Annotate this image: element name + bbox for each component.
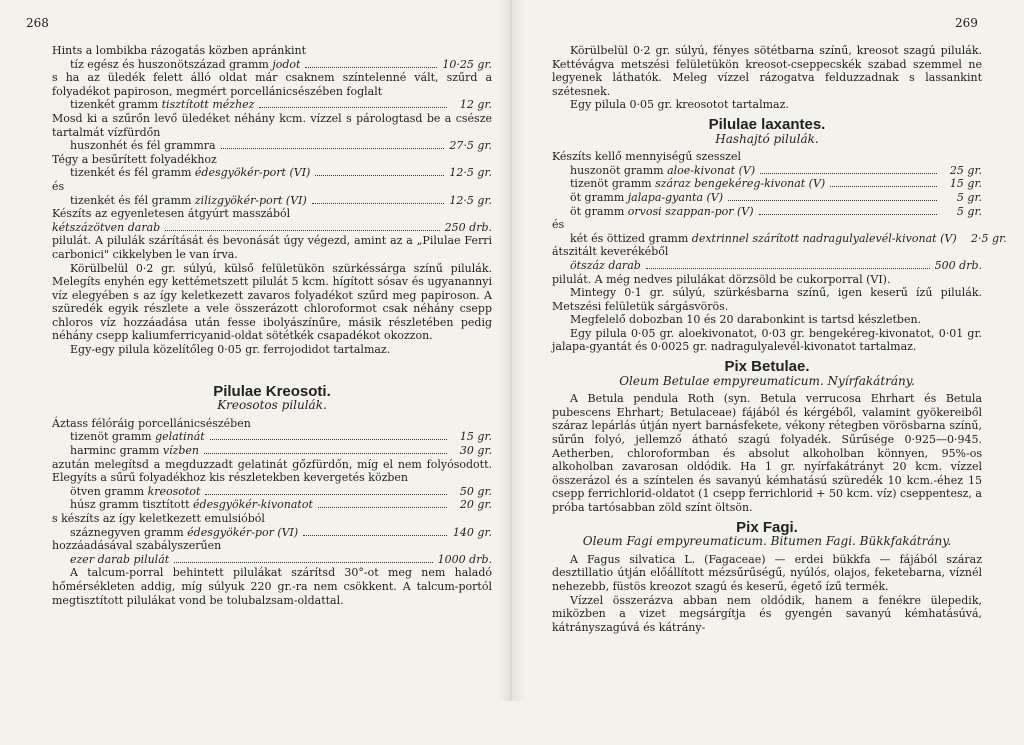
- ingredient-text: tizenkét és fél gramm: [70, 166, 192, 180]
- paragraph: Vízzel összerázva abban nem oldódik, hanem a fenékre ülepedik, miközben a vizet megsárgítja és gyengén savanyú kémhatásúvá, kátrányszagúvá és kátrány-: [552, 593, 982, 634]
- ingredient-qty: 50 gr.: [459, 484, 492, 498]
- paragraph: Egy pilula 0·05 gr. aloekivonatot, 0·03 gr. bengekéreg-kivonatot, 0·01 gr. jalapa-gyantát és 0·0025 gr. nadragulyalevél-kivonatot tartalmaz.: [552, 326, 982, 354]
- ingredient-text: tizenöt gramm: [70, 430, 152, 444]
- paragraph: A Fagus silvatica L. (Fagaceae) — erdei bükkfa — fájából száraz desztillatio útján előállított mézsűrűségű, nyúlós, olajos, feketebarna, víznél nehezebb, füstös kreozot szagú és keserű, égető ízű termék.: [552, 552, 982, 593]
- intro-line: Hints a lombikba rázogatás közben apránkint: [52, 44, 307, 57]
- ingredient-qty: 12·5 gr.: [449, 166, 492, 180]
- paragraph: Áztass félóráig porcellánicsészében: [52, 416, 251, 430]
- ingredient-name: jodot: [272, 57, 301, 71]
- ingredient-qty: 20 gr.: [459, 498, 492, 512]
- paragraph: Mosd ki a szűrőn levő üledéket néhány kcm. vízzel s párologtasd be a csésze tartalmát vízfürdőn: [52, 111, 492, 139]
- ingredient-name: jalapa-gyanta (V): [627, 190, 724, 204]
- page-number-left: 268: [26, 16, 49, 30]
- ingredient-text: száznegyven gramm: [70, 525, 184, 539]
- page-number-right: 269: [955, 16, 978, 30]
- section-heading: Pilulae laxantes.: [708, 115, 826, 133]
- ingredient-name: dextrinnel szárított nadragulyalevél-kivonat (V): [691, 231, 957, 245]
- ingredient-text: két és öttized gramm: [570, 231, 689, 245]
- ingredient-gelatin: [52, 430, 492, 444]
- ingredient-qty: 25 gr.: [949, 163, 982, 177]
- ingredient-text: huszonhét és fél grammra: [70, 139, 216, 153]
- pill-count: [552, 259, 982, 273]
- pill-count-qty: 250 drb.: [444, 220, 492, 234]
- right-page: [552, 44, 1007, 745]
- section-subheading: Kreosotos pilulák.: [217, 398, 327, 413]
- pill-count-text: kétszázötven darab: [52, 220, 161, 234]
- section-subheading: Oleum Fagi empyreumaticum. Bitumen Fagi. Bükkfakátrány.: [582, 534, 952, 549]
- ingredient-text: ötven gramm: [70, 484, 145, 498]
- ingredient-name: orvosi szappan-por (V): [627, 204, 754, 218]
- paragraph: pilulát. A pilulák szárítását és bevonását úgy végezd, amint az a „Pilulae Ferri carbonici" cikkelyben le van írva.: [52, 234, 492, 261]
- pill-count-qty: 500 drb.: [934, 258, 982, 272]
- ingredient-name: tisztított mézhez: [161, 98, 255, 112]
- ingredient-name: aloe-kivonat (V): [667, 163, 756, 177]
- paragraph: hozzáadásával szabályszerűen: [52, 539, 222, 553]
- ingredient-aloe: [552, 164, 982, 178]
- section-heading: Pilulae Kreosoti.: [213, 382, 331, 400]
- paragraph: A Betula pendula Roth (syn. Betula verrucosa Ehrhart és Betula pubescens Ehrhart; Betulaceae) fájából és kérgéből, valamint gyökereiből száraz lepárlás útján nyert barnásfekete, vékony rétegben vörösbarna színű, sűrűn folyó, jellemző átható szagú folyadék. Sűrűsége 0·925—0·945. Aetherben, chloroformban és absolut alkoholban könnyen, 95%-os alkoholban zavarosan oldódik. Ha 1 gr. nyírfakátrányt 20 kcm. vízzel összerázol és a színtelen és savanyú kémhatású szüredék 10 kcm.-éhez 15 csepp ferrichlorid-oldatot (1 csepp ferrichlorid + 50 kcm. víz) cseppentesz, a próba tartósabban zöld színt öltsön.: [552, 392, 982, 514]
- ingredient-name: kreosotot: [147, 484, 201, 498]
- paragraph: Készíts az egyenletesen átgyúrt masszából: [52, 207, 291, 221]
- ingredient-qty: 5 gr.: [956, 190, 982, 204]
- ingredient-name: zilizgyökér-port (VI): [194, 193, 307, 207]
- paragraph: Mintegy 0·1 gr. súlyú, szürkésbarna színű, igen keserű ízű pilulák. Metszési felületük sárgásvörös.: [552, 286, 982, 313]
- pill-count: [52, 221, 492, 235]
- paragraph: átszitált keverékéből: [552, 245, 669, 259]
- paragraph: A talcum-porral behintett pilulákat szárítsd 30°-ot meg nem haladó hőmérsékleten addig, míg súlyuk 220 gr.-ra nem csökkent. A talcum-portól megtisztított pilulákat vond be tolubalzsam-oldattal.: [52, 566, 492, 607]
- ingredient-name: édesgyökér-port (VI): [194, 166, 311, 180]
- ingredient-qty: 15 gr.: [949, 177, 982, 191]
- ingredient-qty: 30 gr.: [459, 444, 492, 458]
- ingredient-name: vízben: [162, 444, 199, 458]
- section-heading: Pix Fagi.: [736, 518, 798, 536]
- ingredient-mez: [52, 98, 492, 112]
- ingredient-text: tíz egész és huszonötszázad gramm: [70, 57, 269, 71]
- section-subheading: Oleum Betulae empyreumaticum. Nyírfakátrány.: [619, 373, 915, 388]
- section-heading: Pix Betulae.: [724, 358, 810, 376]
- ingredient-name: édesgyökér-kivonatot: [193, 498, 313, 512]
- ingredient-text: öt gramm: [570, 190, 625, 204]
- paragraph: Egy pilula 0·05 gr. kreosotot tartalmaz.: [570, 98, 789, 112]
- ingredient-qty: 27·5 gr.: [449, 139, 492, 153]
- ingredient-dextrin: [552, 231, 1007, 246]
- left-page: [52, 44, 492, 745]
- ingredient-jodot: [52, 58, 492, 72]
- paragraph: Körülbelül 0·2 gr. súlyú, külső felületükön szürkéssárga színű pilulák. Melegíts enyhén egy kettémetszett pilulát 5 kcm. hígított sósav és ugyanannyi víz elegyében s az így keletkezett zavaros folyadékot szűrd meg papiroson. A szüredék egyik részlete a vele összerázott chloroformot csak néhány csepp chloros víz hozzáadása után fesse ibolyászínűre, másik részletében pedig néhány csepp kaliumferricyanid-oldat sötétkék csapadékot okozzon.: [52, 261, 492, 343]
- ingredient-qty: 5 gr.: [956, 204, 982, 218]
- ingredient-edesgyoker-por: [52, 526, 492, 540]
- paragraph: s készíts az így keletkezett emulsióból: [52, 512, 265, 525]
- ingredient-edes: [52, 166, 492, 180]
- ingredient-text: tizenkét és fél gramm: [70, 193, 192, 207]
- paragraph: Egy-egy pilula közelítőleg 0·05 gr. ferrojodidot tartalmaz.: [70, 343, 391, 357]
- paragraph: Körülbelül 0·2 gr. súlyú, fényes sötétbarna színű, kreosot szagú pilulák. Kettévágva metszési felületükön kreosot-cseppecskék szabad szemmel ne legyenek láthatók. Meleg vízzel rázogatva felduzzadnak s lassankint szétesnek.: [552, 44, 982, 98]
- ingredient-text: harminc gramm: [70, 444, 160, 458]
- ingredient-edesgyoker-kivonat: [52, 498, 492, 512]
- ingredient-name: száraz bengekéreg-kivonat (V): [655, 177, 826, 191]
- paragraph: Megfelelő dobozban 10 és 20 darabonkint is tartsd készletben.: [570, 313, 922, 327]
- ingredient-text: öt gramm: [570, 204, 625, 218]
- ingredient-szappan: [552, 205, 982, 219]
- ingredient-zilizgyoker: [52, 194, 492, 208]
- ingredient-jalapa: [552, 191, 982, 205]
- paragraph: azután melegítsd a megduzzadt gelatinát gőzfürdőn, míg el nem folyósodott. Elegyíts a sűrű folyadékhoz kis részletekben kevergetés közben: [52, 457, 492, 485]
- conjunction: és: [52, 179, 65, 193]
- pill-count-text: ezer darab pilulát: [70, 552, 170, 566]
- ingredient-name: gelatinát: [155, 430, 205, 444]
- pill-count-text: ötszáz darab: [570, 258, 641, 272]
- ingredient-qty: 12·5 gr.: [449, 193, 492, 207]
- ingredient-kreosot: [52, 485, 492, 499]
- ingredient-qty: 15 gr.: [459, 430, 492, 444]
- ingredient-text: huszonöt gramm: [570, 163, 664, 177]
- ingredient-huszon: [52, 139, 492, 153]
- ingredient-text: húsz gramm tisztított: [70, 498, 190, 512]
- ingredient-text: tizenkét gramm: [70, 98, 159, 112]
- ingredient-bengekereg: [552, 177, 982, 191]
- paragraph: Tégy a besűrített folyadékhoz: [52, 152, 217, 166]
- conjunction: és: [552, 218, 565, 232]
- ingredient-viz: [52, 444, 492, 458]
- ingredient-name: édesgyökér-por (VI): [187, 525, 299, 539]
- ingredient-text: tizenöt gramm: [570, 177, 652, 191]
- paragraph: s ha az üledék felett álló oldat már csaknem színtelenné vált, szűrd a folyadékot papiroson, megmért porcellánicsészében foglalt: [52, 71, 492, 98]
- pill-count: [52, 553, 492, 567]
- pill-count-qty: 1000 drb.: [437, 552, 492, 566]
- ingredient-qty: 2·5 gr.: [971, 231, 1007, 245]
- book-gutter: [496, 0, 526, 701]
- section-subheading: Hashajtó pilulák.: [715, 131, 819, 146]
- ingredient-qty: 10·25 gr.: [442, 57, 492, 71]
- paragraph: Készíts kellő mennyiségű szesszel: [552, 150, 741, 164]
- ingredient-qty: 12 gr.: [459, 98, 492, 112]
- ingredient-qty: 140 gr.: [452, 525, 492, 539]
- paragraph: pilulát. A még nedves pilulákat dörzsöld be cukorporral (VI).: [552, 272, 891, 286]
